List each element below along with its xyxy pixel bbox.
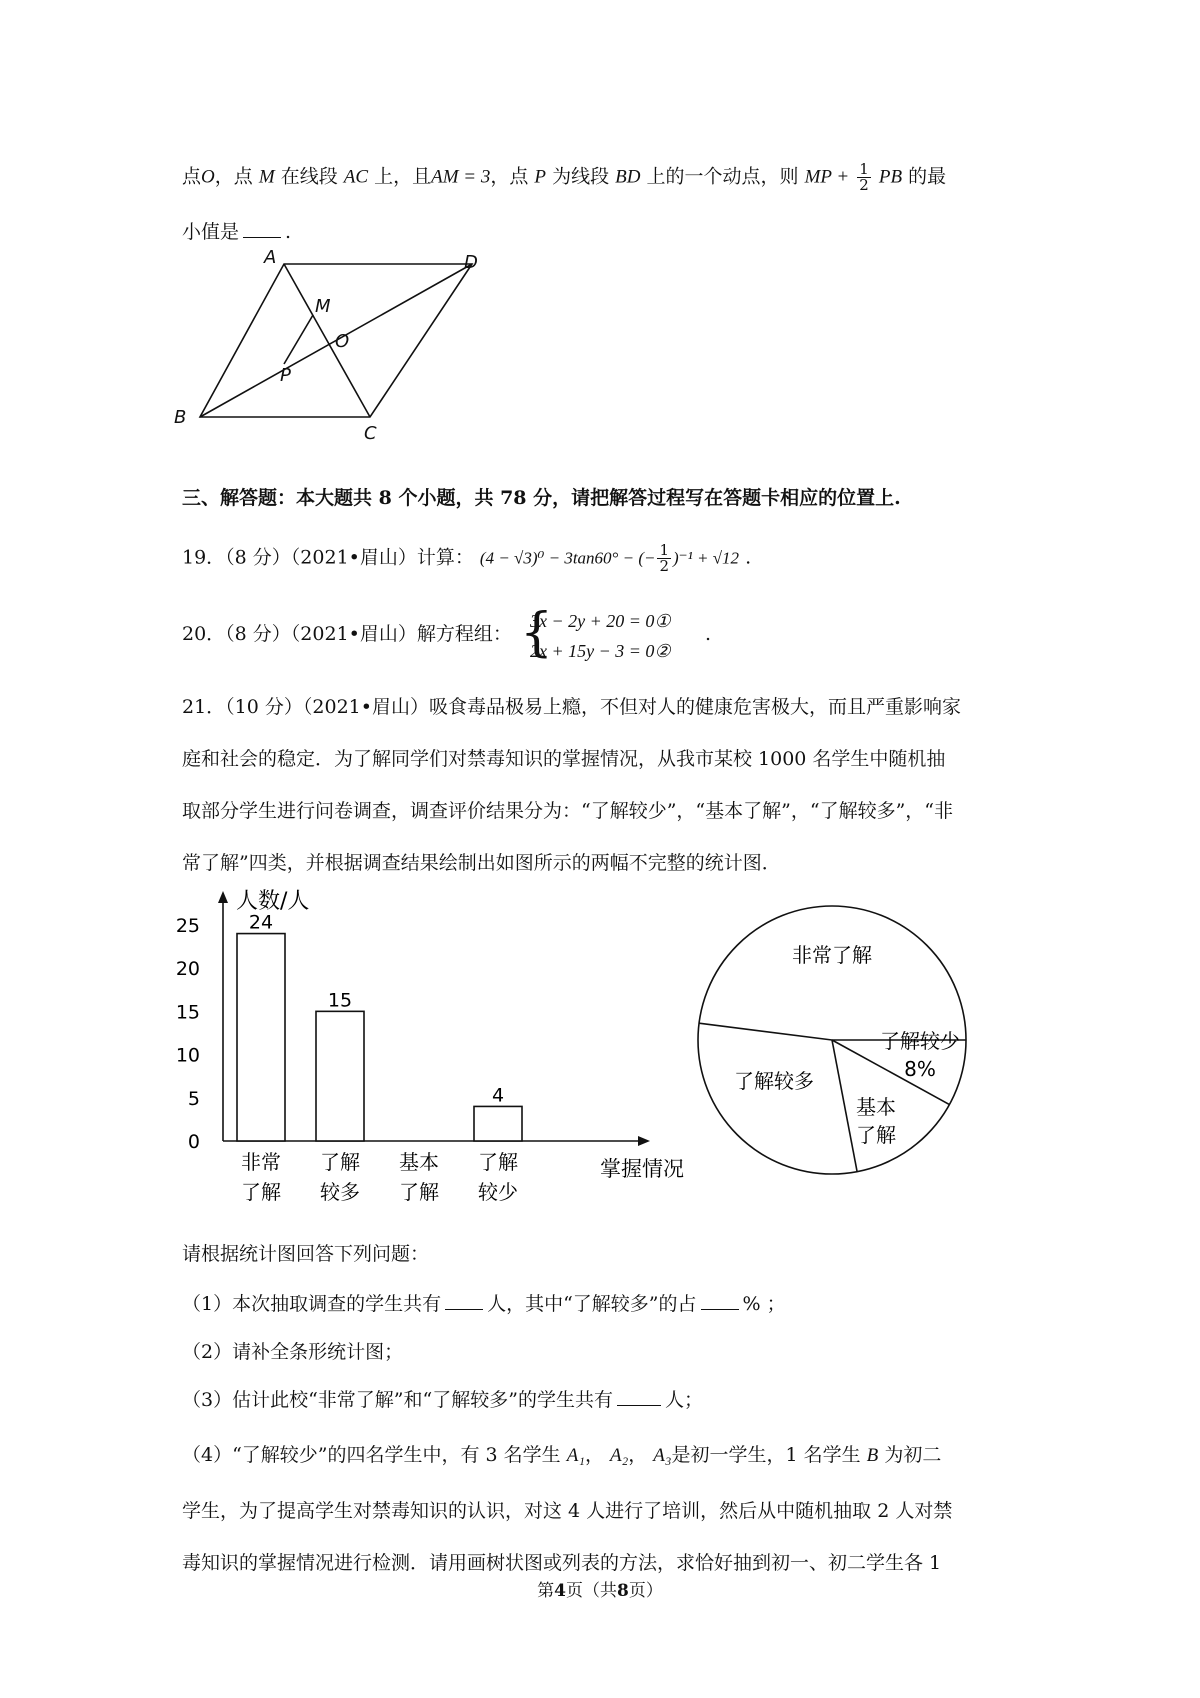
label-m: M (315, 296, 331, 317)
bar-chart (175, 885, 700, 1215)
bar-了解较多 (316, 1011, 364, 1141)
point-o: O (201, 166, 215, 188)
q20-prefix: 20．（8 分）（2021•眉山）解方程组： (182, 623, 512, 645)
student-b: B (866, 1445, 879, 1466)
q21-line-3: 取部分学生进行问卷调查，调查评价结果分为：“了解较少”，“基本了解”，“了解较多”，“非 (182, 800, 953, 822)
page-total: 8 (617, 1581, 629, 1601)
pie-label: 了解 (856, 1123, 896, 1147)
pie-divider (832, 1040, 857, 1172)
bar-value-label: 4 (491, 1084, 505, 1107)
q19-expression-tail: )⁻¹ + √12 (673, 548, 740, 568)
y-tick-label: 25 (175, 914, 200, 937)
q21-part-4-line-3: 毒知识的掌握情况进行检测．请用画树状图或列表的方法，求恰好抽到初一、初二学生各 1 (182, 1552, 942, 1574)
pie-label: 非常了解 (792, 943, 872, 967)
point-p: P (534, 166, 547, 188)
q21-part-2: （2）请补全条形统计图； (182, 1341, 404, 1363)
page-number: 4 (554, 1581, 566, 1601)
segment-bd: BD (615, 166, 641, 188)
equation-2: 2x + 15y − 3 = 0② (530, 641, 671, 661)
pie-label: 了解较少 (880, 1029, 960, 1053)
label-a: A (264, 247, 277, 268)
q20-end: . (705, 623, 712, 645)
student-a2: A₂ (610, 1445, 629, 1466)
pie-label: 了解较多 (734, 1069, 814, 1093)
student-a3: A₃ (653, 1445, 672, 1466)
label-c: C (364, 423, 377, 444)
q21-part-3: （3）估计此校“非常了解”和“了解较多”的学生共有 人； (182, 1389, 703, 1411)
bar-非常了解 (237, 934, 285, 1141)
label-p: P (280, 365, 291, 386)
section-3-heading: 三、解答题：本大题共 8 个小题，共 78 分，请把解答过程写在答题卡相应的位置上. (182, 487, 901, 509)
q21-part-4-line-2: 学生，为了提高学生对禁毒知识的认识，对这 4 人进行了培训，然后从中随机抽取 2 人对禁 (182, 1500, 953, 1522)
y-tick-label: 0 (187, 1131, 200, 1153)
pie-label: 基本 (856, 1095, 896, 1119)
q19: 19．（8 分）（2021•眉山）计算： (4 − √3)⁰ − 3tan60° − (− $\frac{1}{2}$ )⁻¹ + √12 . (182, 541, 752, 575)
y-tick-label: 10 (175, 1044, 200, 1067)
x-categories (241, 1150, 518, 1204)
category-label: 了解 (320, 1150, 360, 1174)
x-axis-label: 掌握情况 (600, 1157, 684, 1181)
segment-pb: PB (878, 166, 903, 188)
answer-blank-percent (701, 1291, 739, 1310)
segment-ac: AC (343, 166, 369, 188)
q21-line-4: 常了解”四类，并根据调查结果绘制出如图所示的两幅不完整的统计图． (182, 852, 781, 874)
category-label: 非常 (241, 1150, 281, 1174)
bar-了解较少 (474, 1106, 522, 1141)
label-o: O (335, 331, 350, 352)
q19-fraction: $\frac{1}{2}$ (659, 541, 670, 575)
answer-blank (243, 219, 281, 238)
student-a1: A₁ (566, 1445, 585, 1466)
y-tick-label: 5 (187, 1087, 200, 1110)
equation-1: 3x − 2y + 20 = 0① (530, 611, 671, 631)
bar-value-label: 15 (327, 989, 353, 1012)
diagonal-ac (284, 264, 370, 417)
y-axis-arrow (218, 891, 228, 903)
category-label: 较多 (320, 1180, 360, 1204)
page-footer: 第4页（共8页） (537, 1581, 663, 1601)
equation-brace: { (520, 603, 554, 663)
q18-line-1: 点O，点 M 在线段 AC 上，且AM = 3，点 P 为线段 BD 上的一个动点，则 MP + $\frac{1}{2}$ PB 的最 (182, 160, 947, 194)
q21-part-4-line-1: （4）“了解较少”的四名学生中，有 3 名学生 A₁， A₂， A₃是初一学生，1 名学生 B 为初二 (182, 1444, 942, 1466)
fraction-half: $\frac{1}{2}$ (859, 160, 869, 194)
q21-line-2: 庭和社会的稳定．为了解同学们对禁毒知识的掌握情况，从我市某校 1000 名学生中随机抽 (182, 748, 946, 770)
bar-value-label: 24 (248, 911, 274, 934)
y-axis-label: 人数/人 (236, 889, 310, 914)
category-label: 了解 (241, 1180, 281, 1204)
q21-line-1: 21．（10 分）（2021•眉山）吸食毒品极易上瘾，不但对人的健康危害极大，而且严重影响家 (182, 696, 961, 718)
bars (237, 912, 522, 1141)
label-b: B (174, 407, 187, 428)
answer-blank-total (445, 1291, 483, 1310)
category-label: 基本 (399, 1150, 439, 1174)
mp-expression: MP + (804, 166, 850, 188)
q21-ask: 请根据统计图回答下列问题： (182, 1243, 430, 1265)
y-ticks (176, 915, 200, 1153)
point-m: M (258, 166, 275, 188)
category-label: 了解 (478, 1150, 518, 1174)
rhombus-figure (174, 247, 520, 475)
category-label: 了解 (399, 1180, 439, 1204)
equation-system (530, 606, 671, 666)
q19-expression: (4 − √3)⁰ − 3tan60° − (− (479, 548, 656, 568)
label-d: D (464, 252, 478, 273)
y-tick-label: 15 (175, 1001, 200, 1024)
pie-chart (690, 900, 990, 1200)
answer-blank-estimate (617, 1387, 661, 1406)
pie-label: 8% (904, 1057, 936, 1081)
am-equation: AM = 3 (431, 166, 491, 188)
y-tick-label: 20 (175, 958, 200, 981)
category-label: 较少 (478, 1180, 518, 1204)
q18-line-2: 小值是 . (182, 221, 292, 243)
x-axis-arrow (638, 1136, 650, 1146)
q21-part-1: （1）本次抽取调查的学生共有 人，其中“了解较多”的占 % ； (182, 1293, 786, 1315)
pie-divider (699, 1023, 832, 1040)
